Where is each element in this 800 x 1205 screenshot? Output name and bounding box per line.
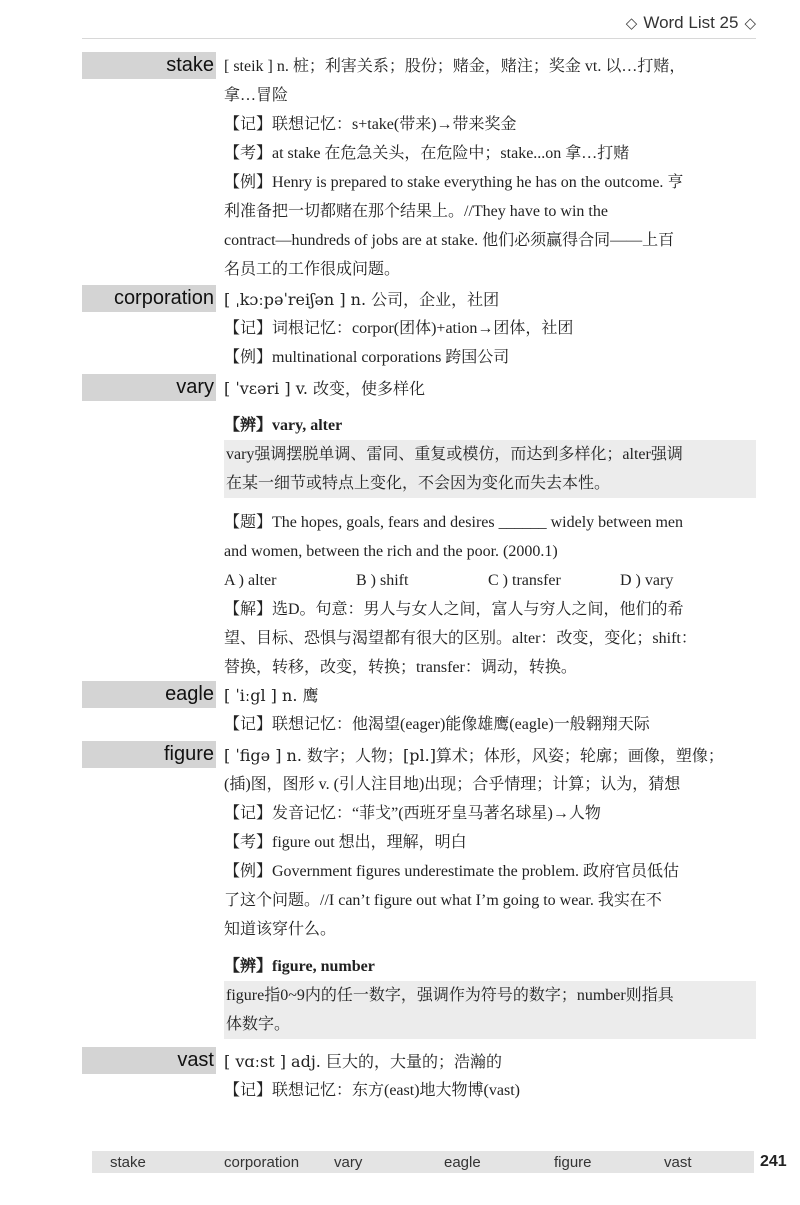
footer-word: vast xyxy=(664,1153,692,1171)
entry-body xyxy=(224,1047,756,1105)
headword: corporation xyxy=(113,287,214,309)
entry-body xyxy=(224,741,756,1049)
entry-body xyxy=(224,285,756,372)
question-text: 【题】The hopes, goals, fears and desires ______ widely between men xyxy=(224,514,683,531)
memory-note: 【记】词根记忆：corpor(团体)+ation→团体，社团 xyxy=(224,320,574,337)
distinction-text: 体数字。 xyxy=(226,1016,291,1033)
footer-word: corporation xyxy=(224,1153,300,1171)
header-rule xyxy=(82,38,756,39)
definition-cont: (插)图，图形 v. (引人注目地)出现；合乎情理；计算；认为，猜想 xyxy=(224,776,681,793)
memory-note: 【记】联想记忆：他渴望(eager)能像雄鹰(eagle)一般翱翔天际 xyxy=(224,716,650,733)
distinction-box xyxy=(224,981,756,1039)
example-line: 知道该穿什么。 xyxy=(224,921,337,938)
option-a: A ) alter xyxy=(224,572,277,589)
distinction-text: 在某一细节或特点上变化，不会因为变化而失去本性。 xyxy=(226,475,611,492)
headword: vast xyxy=(177,1049,214,1071)
definition-cont: 拿…冒险 xyxy=(224,87,289,104)
answer-text: 望、目标、恐惧与渴望都有很大的区别。alter：改变，变化；shift： xyxy=(224,630,697,647)
header-title: Word List 25 xyxy=(643,13,739,32)
footer-word: figure xyxy=(554,1153,592,1171)
footer-word-index xyxy=(92,1151,754,1173)
answer-text: 替换，转移，改变，转换；transfer：调动，转换。 xyxy=(224,659,577,676)
definition: [ ˌkɔːpəˈreiʃən ] n. 公司，企业，社团 xyxy=(224,290,500,309)
option-c: C ) transfer xyxy=(488,572,561,589)
distinction-title: 【辨】figure, number xyxy=(224,958,375,975)
entry-body xyxy=(224,52,756,284)
question-text: and women, between the rich and the poor. (2000.1) xyxy=(224,543,558,560)
footer-word: vary xyxy=(334,1153,363,1171)
definition: [ ˈvɛəri ] v. 改变，使多样化 xyxy=(224,379,426,398)
exam-note: 【考】figure out 想出，理解，明白 xyxy=(224,834,467,851)
headword: eagle xyxy=(165,683,214,705)
headword: stake xyxy=(166,54,214,76)
exam-note: 【考】at stake 在危急关头，在危险中；stake...on 拿…打赌 xyxy=(224,145,630,162)
memory-note: 【记】发音记忆：“菲戈”(西班牙皇马著名球星)→人物 xyxy=(224,805,601,822)
memory-note: 【记】联想记忆：东方(east)地大物博(vast) xyxy=(224,1082,520,1099)
footer-word: eagle xyxy=(444,1153,481,1171)
memory-note: 【记】联想记忆：s+take(带来)→带来奖金 xyxy=(224,116,517,133)
definition: [ ˈfigə ] n. 数字；人物；[pl.]算术；体形，风姿；轮廓；画像，塑像； xyxy=(224,746,724,765)
entry-body xyxy=(224,681,756,739)
distinction-box xyxy=(224,440,756,498)
diamond-icon: ◇ xyxy=(744,15,756,32)
options xyxy=(224,566,756,595)
distinction-text: vary强调摆脱单调、雷同、重复或模仿，而达到多样化；alter强调 xyxy=(226,446,683,463)
example-line: 利准备把一切都赌在那个结果上。//They have to win the xyxy=(224,203,608,220)
example-line: 了这个问题。//I can’t figure out what I’m going to wear. 我实在不 xyxy=(224,892,662,909)
diamond-icon: ◇ xyxy=(625,15,638,32)
answer-text: 【解】选D。句意：男人与女人之间，富人与穷人之间，他们的希 xyxy=(224,601,684,618)
example-line: 名员工的工作很成问题。 xyxy=(224,261,401,278)
page-header xyxy=(626,10,756,36)
entry-body xyxy=(224,374,756,682)
option-b: B ) shift xyxy=(356,572,409,589)
definition: [ vɑːst ] adj. 巨大的，大量的；浩瀚的 xyxy=(224,1052,502,1071)
option-d: D ) vary xyxy=(620,572,674,589)
example-line: 【例】multinational corporations 跨国公司 xyxy=(224,349,510,366)
distinction-text: figure指0~9内的任一数字，强调作为符号的数字；number则指具 xyxy=(226,987,674,1004)
headword: figure xyxy=(163,743,214,765)
headword: vary xyxy=(176,376,214,398)
definition: [ steik ] n. 桩；利害关系；股份；赌金，赌注；奖金 vt. 以…打赌， xyxy=(224,58,686,75)
definition: [ ˈiːgl ] n. 鹰 xyxy=(224,686,319,705)
page-number: 241 xyxy=(760,1153,787,1170)
example-line: 【例】Henry is prepared to stake everything he has on the outcome. 亨 xyxy=(224,174,684,191)
footer-word: stake xyxy=(110,1153,146,1171)
example-line: 【例】Government figures underestimate the problem. 政府官员低估 xyxy=(224,863,680,880)
example-line: contract—hundreds of jobs are at stake. 他们必须赢得合同——上百 xyxy=(224,232,675,249)
distinction-title: 【辨】vary, alter xyxy=(224,417,343,434)
